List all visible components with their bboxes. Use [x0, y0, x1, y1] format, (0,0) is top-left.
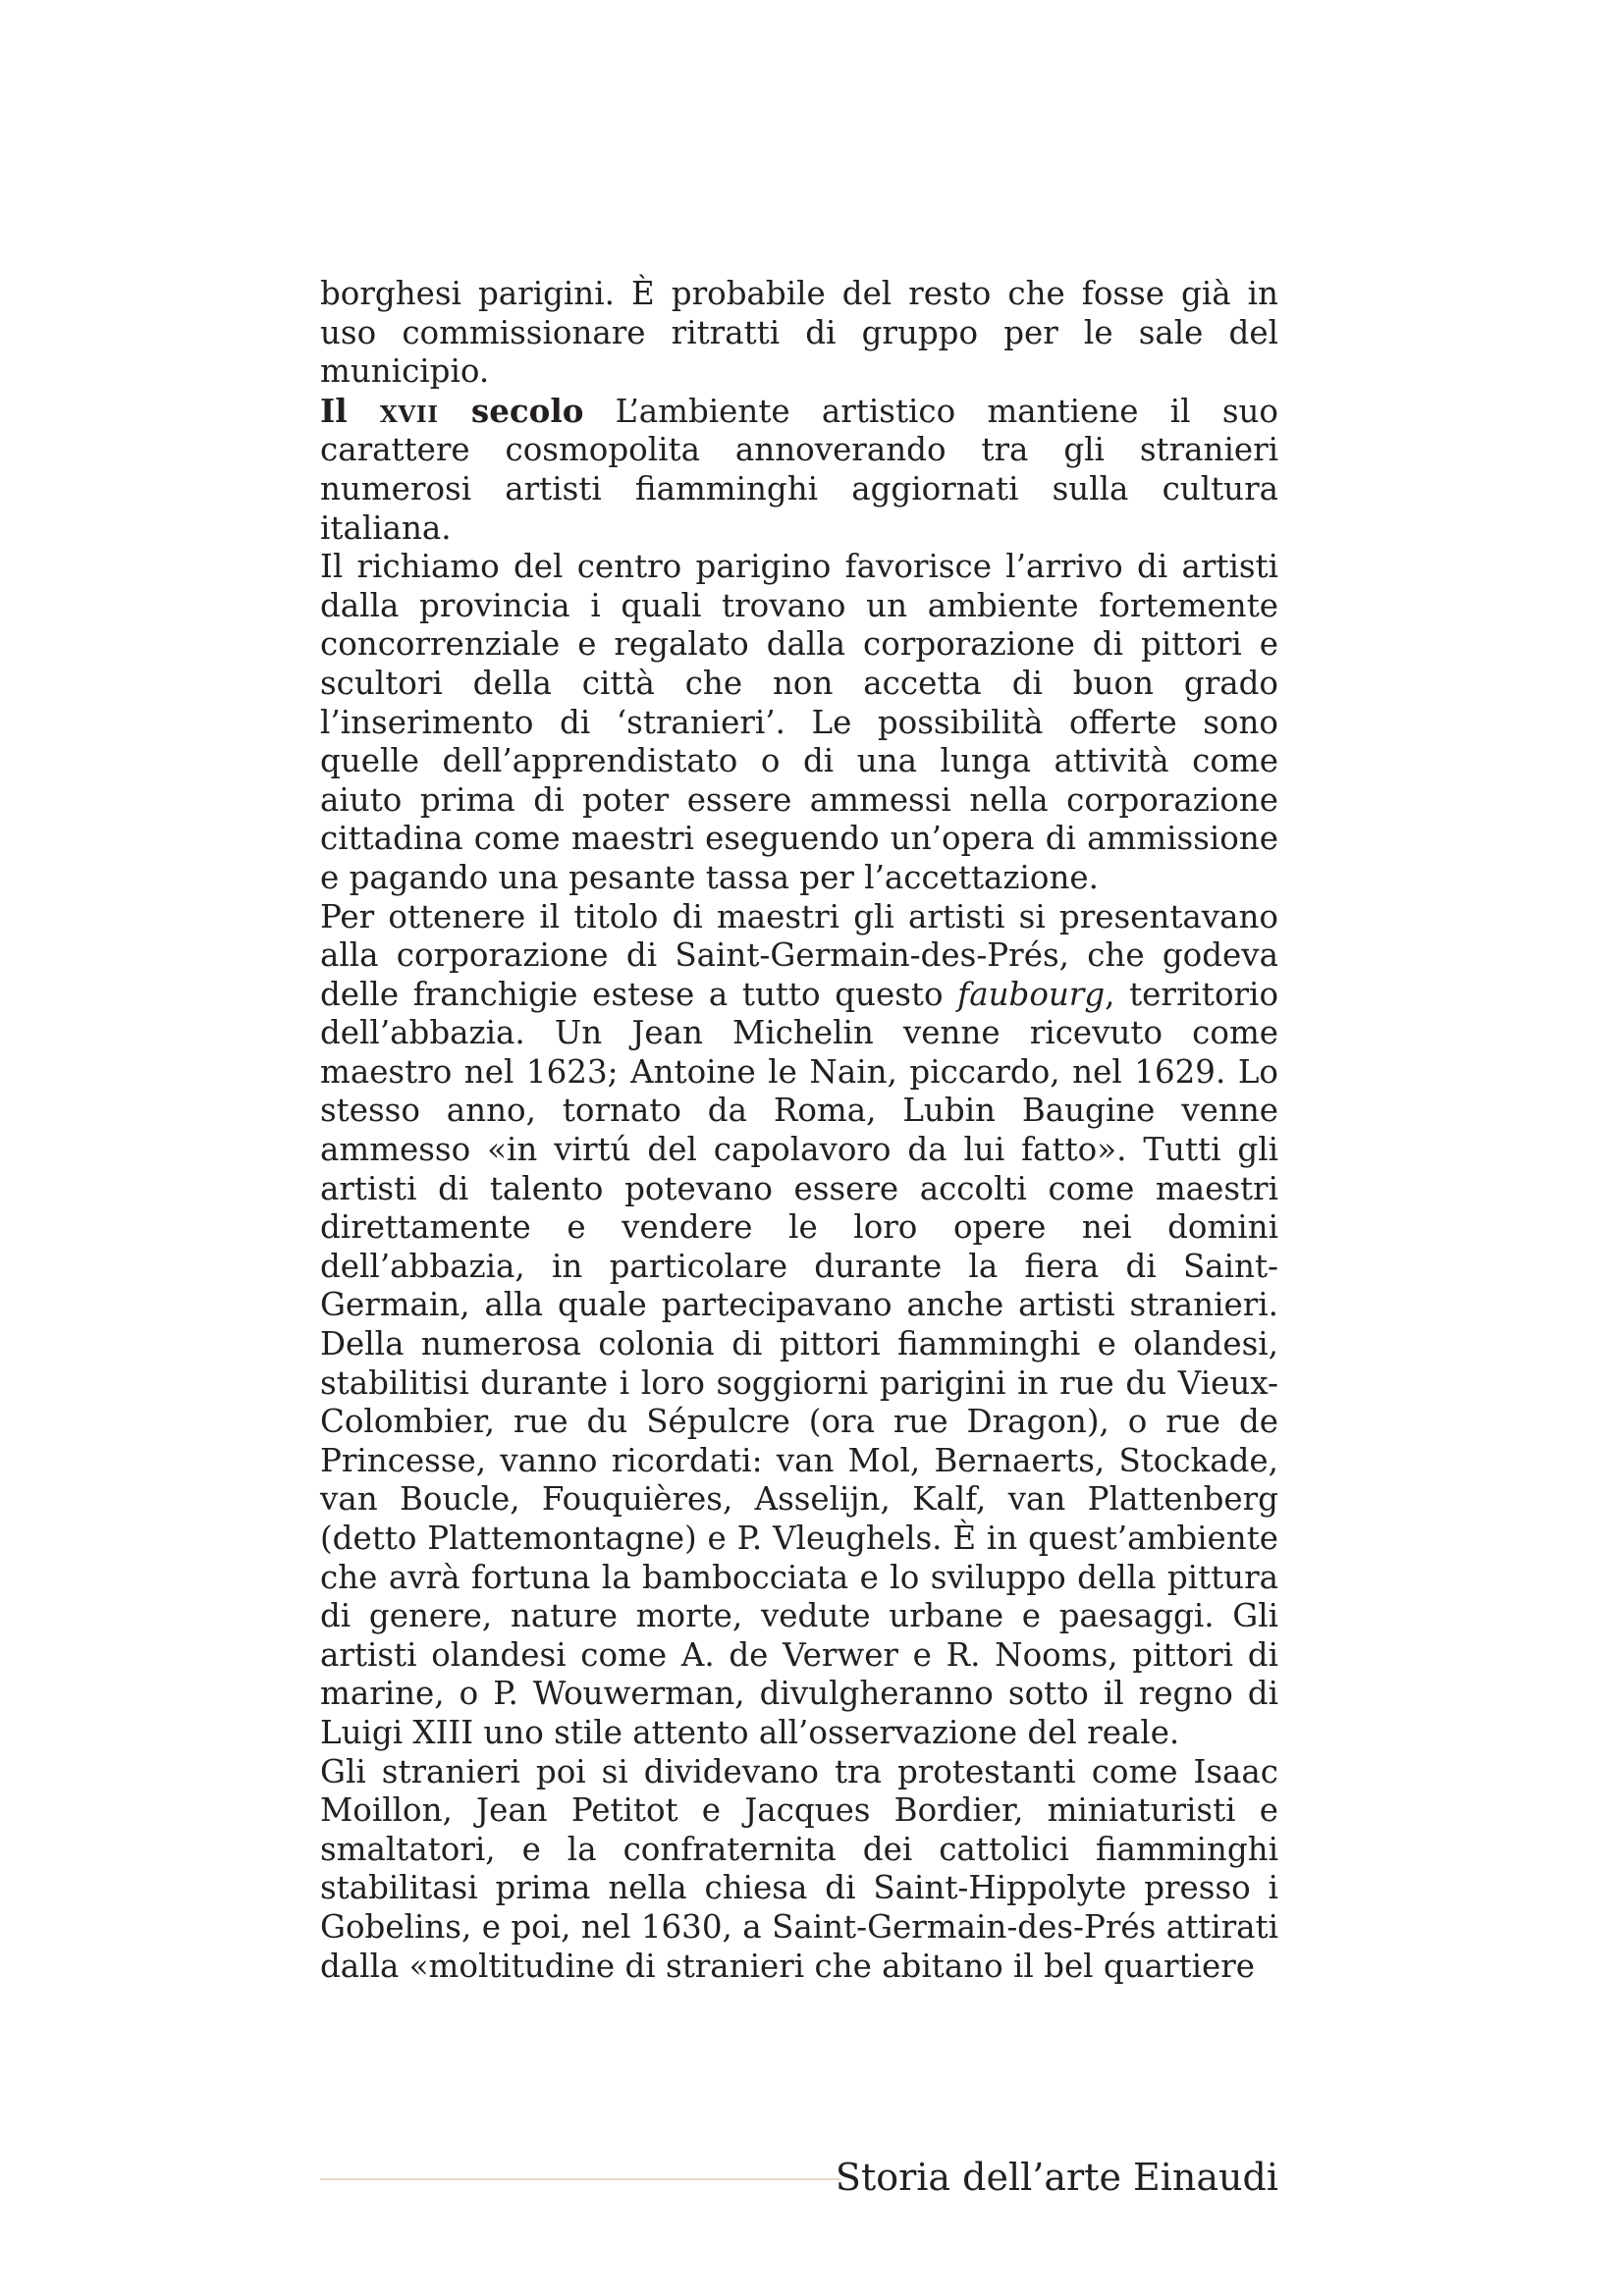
paragraph-2: [320, 392, 1278, 548]
paragraph-5: [320, 1753, 1278, 1987]
paragraph-1: [320, 275, 1278, 392]
body-text: [320, 275, 1278, 1986]
paragraph-text: Gli stranieri poi si dividevano tra protestanti come Isaac Moillon, Jean Petitot e Jacques Bordier, miniaturisti e smaltatori, e la confraternita dei cattolici fiamminghi stabilitasi prima nella chiesa di Saint-Hippolyte presso i Gobelins, e poi, nel 1630, a Saint-Germain-des-Prés attirati dalla «moltitudine di stranieri che abitano il bel quartiere: [320, 1752, 1278, 1985]
paragraph-text: borghesi parigini. È probabile del resto che fosse già in uso commissionare ritratti di gruppo per le sale del municipio.: [320, 275, 1278, 391]
footer-rule: [320, 2178, 840, 2180]
footer-series-title: Storia dell’arte Einaudi: [835, 2156, 1278, 2199]
section-heading-text: Il xvii secolo: [320, 391, 584, 430]
paragraph-3: [320, 548, 1278, 897]
paragraph-text: Per ottenere il titolo di maestri gli artisti si presentavano alla corporazione di Saint-Germain-des-Prés, che godeva delle franchigie estese a tutto questo faubourg, territorio dell’abbazia. Un Jean Michelin venne ricevuto come maestro nel 1623; Antoine le Nain, piccardo, nel 1629. Lo stesso anno, tornato da Roma, Lubin Baugine venne ammesso «in virtú del capolavoro da lui fatto». Tutti gli artisti di talento potevano essere accolti come maestri direttamente e vendere le loro opere nei domini dell’abbazia, in particolare durante la fiera di Saint-Germain, alla quale partecipavano anche artisti stranieri. Della numerosa colonia di pittori fiamminghi e olandesi, stabilitisi durante i loro soggiorni parigini in rue du Vieux-Colombier, rue du Sépulcre (ora rue Dragon), o rue de Princesse, vanno ricordati: van Mol, Bernaerts, Stockade, van Boucle, Fouquières, Asselijn, Kalf, van Plattenberg (detto Plattemontagne) e P. Vleughels. È in quest’ambiente che avrà fortuna la bambocciata e lo sviluppo della pittura di genere, nature morte, vedute urbane e paesaggi. Gli artisti olandesi come A. de Verwer e R. Nooms, pittori di marine, o P. Wouwerman, divulgheranno sotto il regno di Luigi XIII uno stile attento all’osservazione del reale.: [320, 897, 1279, 1751]
section-heading-xvii-secolo: [320, 392, 583, 430]
paragraph-text: Il richiamo del centro parigino favorisce l’arrivo di artisti dalla provincia i quali trovano un ambiente fortemente concorrenziale e regalato dalla corporazione di pittori e scultori della città che non accetta di buon grado l’inserimento di ‘stranieri’. Le possibilità offerte sono quelle dell’apprendistato o di una lunga attività come aiuto prima di poter essere ammessi nella corporazione cittadina come maestri eseguendo un’opera di ammissione e pagando una pesante tassa per l’accettazione.: [320, 548, 1278, 896]
paragraph-4: [320, 898, 1278, 1753]
paragraph-text: L’ambiente artistico mantiene il suo carattere cosmopolita annoverando tra gli stranieri numerosi artisti fiamminghi aggiornati sulla cultura italiana.: [320, 392, 1278, 547]
